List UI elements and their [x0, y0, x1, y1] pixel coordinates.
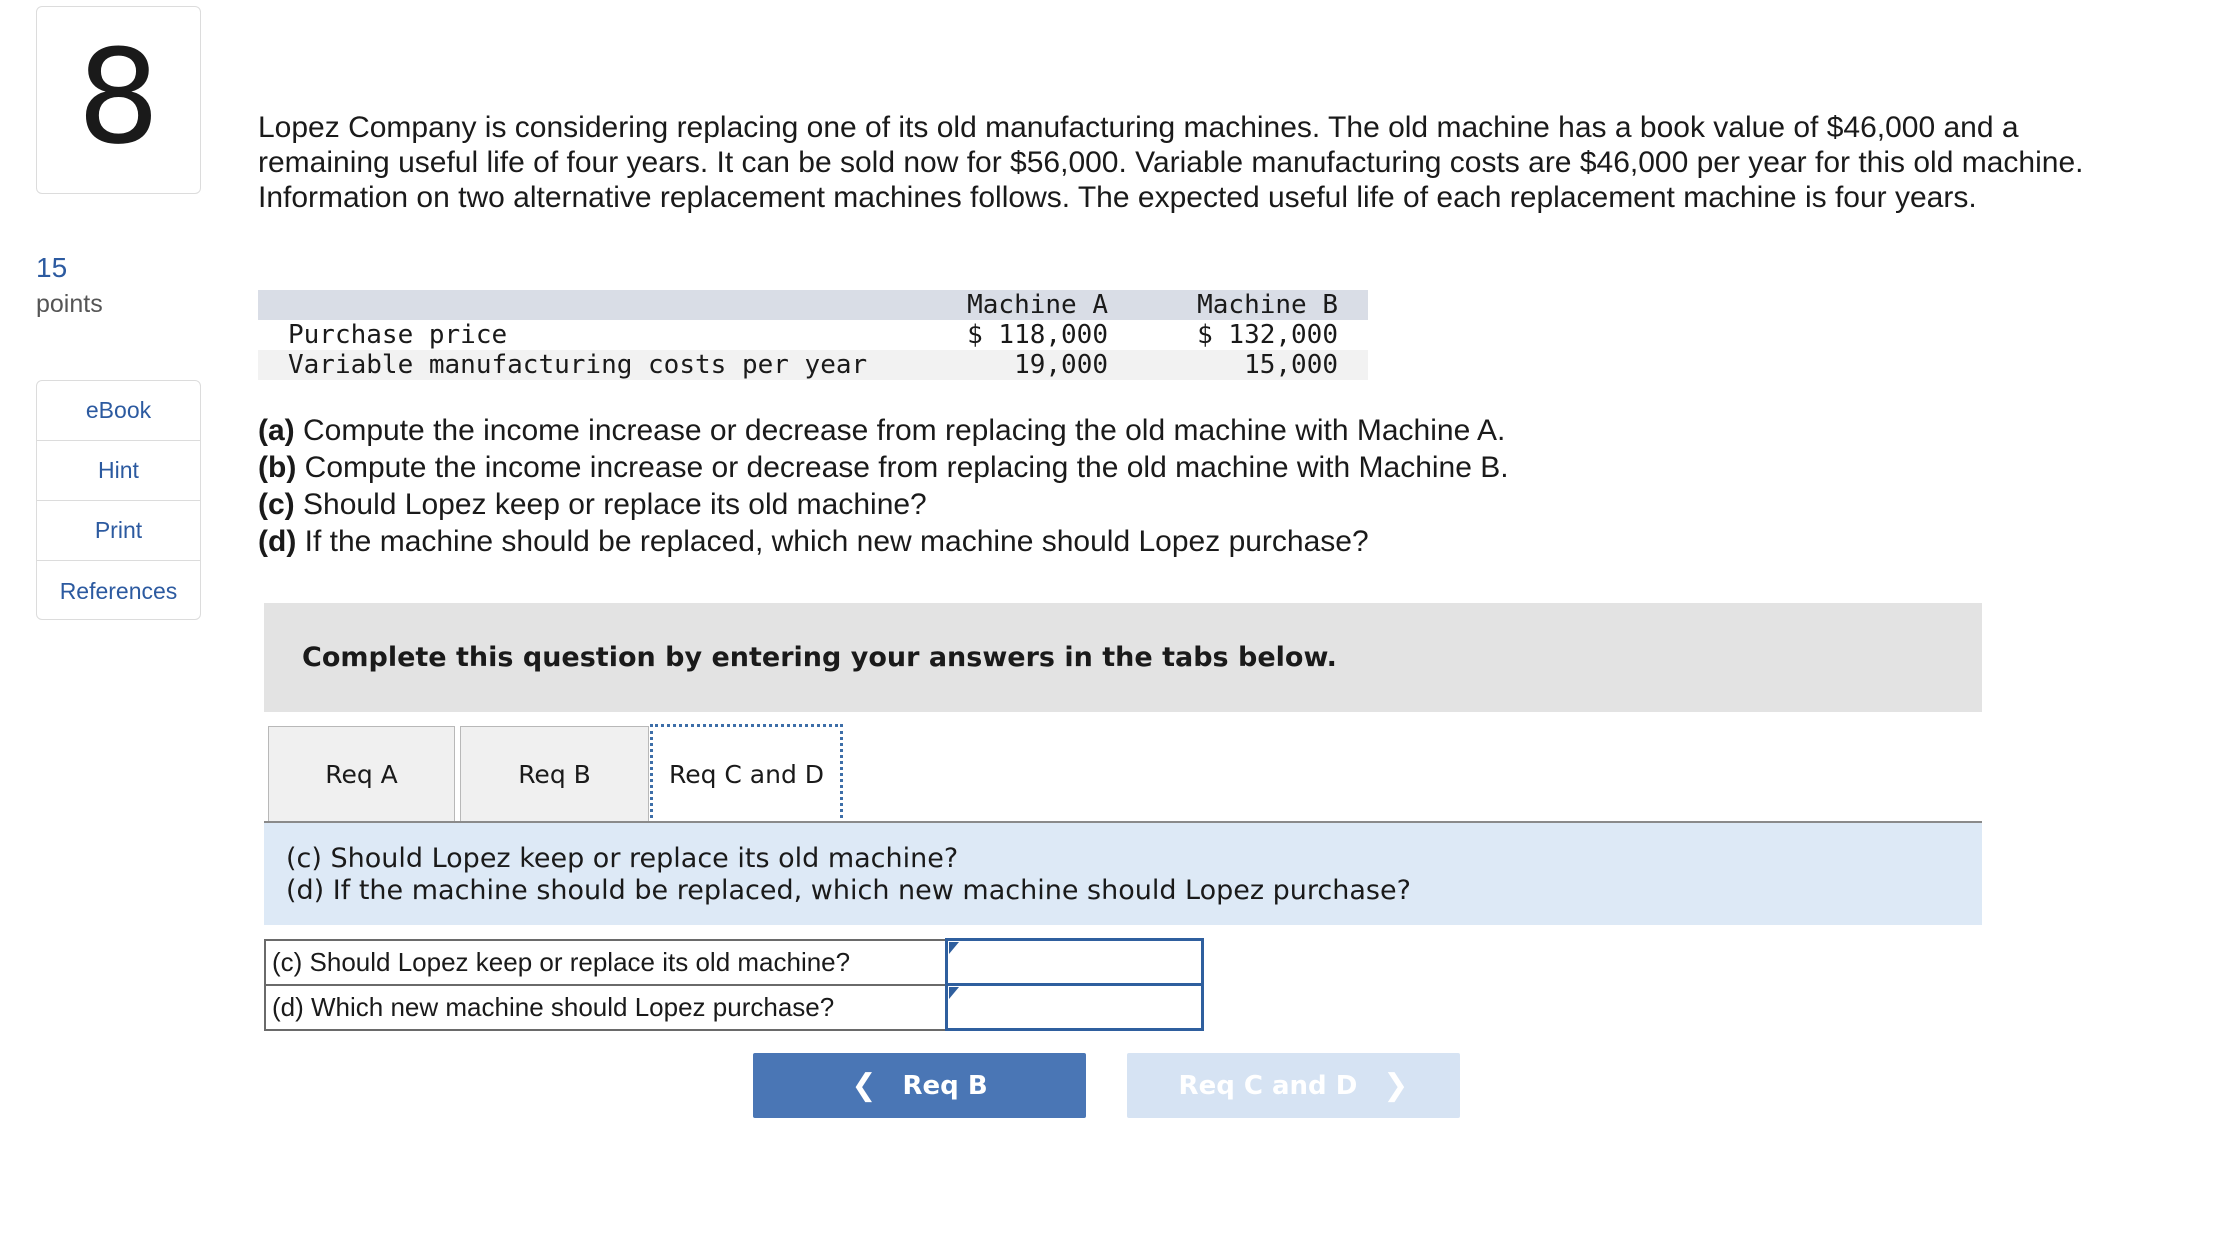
chevron-right-icon: ❯: [1383, 1068, 1409, 1103]
prev-button-label: Req B: [902, 1070, 988, 1101]
cell-machine-b: 15,000: [1138, 350, 1368, 380]
dropdown-marker-icon: [949, 987, 959, 999]
next-button-label: Req C and D: [1178, 1070, 1358, 1101]
table-row: [258, 350, 1368, 380]
answer-question-label: (d) Which new machine should Lopez purchase?: [265, 985, 946, 1030]
cell-machine-a: 19,000: [908, 350, 1138, 380]
answer-table: [264, 938, 1204, 1031]
tab-content-panel: [264, 823, 1982, 925]
prev-req-button[interactable]: [753, 1053, 1086, 1118]
points-label: points: [36, 290, 103, 318]
cell-machine-a: $ 118,000: [967, 320, 1108, 350]
cell-machine-b: $ 132,000: [1197, 320, 1338, 350]
instruction-banner: Complete this question by entering your answers in the tabs below.: [264, 603, 1982, 712]
next-req-button[interactable]: [1127, 1053, 1460, 1118]
hint-link[interactable]: Hint: [37, 441, 200, 501]
ebook-link[interactable]: eBook: [37, 381, 200, 441]
which-machine-select[interactable]: [948, 986, 1205, 1028]
requirement-item: (b) Compute the income increase or decrease from replacing the old machine with Machine B.: [258, 451, 1509, 484]
answer-question-label: (c) Should Lopez keep or replace its old machine?: [265, 940, 946, 985]
requirements-list: [258, 412, 2158, 560]
header-machine-a: Machine A: [908, 290, 1138, 320]
row-label: Purchase price: [288, 320, 508, 350]
question-number-box: [36, 6, 201, 194]
requirement-item: (a) Compute the income increase or decrease from replacing the old machine with Machine A.: [258, 414, 1506, 447]
tab-req-c-and-d[interactable]: Req C and D: [650, 724, 843, 824]
requirement-item: (d) If the machine should be replaced, which new machine should Lopez purchase?: [258, 525, 1369, 558]
question-number: 8: [77, 21, 160, 173]
points-value: 15: [36, 252, 68, 283]
answer-cell: [946, 940, 1202, 985]
tab-req-a[interactable]: Req A: [268, 726, 455, 822]
table-row: [265, 985, 1202, 1030]
tab-req-b[interactable]: Req B: [460, 726, 649, 822]
table-row: [265, 940, 1202, 985]
chevron-left-icon: ❮: [851, 1068, 877, 1103]
print-link[interactable]: Print: [37, 501, 200, 561]
answer-cell: [946, 985, 1202, 1030]
table-row: [258, 320, 1368, 350]
dropdown-marker-icon: [949, 942, 959, 954]
keep-or-replace-select[interactable]: [948, 941, 1205, 983]
problem-text: Lopez Company is considering replacing one of its old manufacturing machines. The old machine has a book value of $46,000 and a remaining useful life of four years. It can be sold now for $56,000. Variable manufacturing costs are $46,000 per year for this old machine. Information on two alternative replacement machines follows. The expected useful life of each replacement machine is four years.: [258, 111, 2084, 214]
references-link[interactable]: References: [59, 577, 178, 604]
machine-table: [258, 290, 1368, 380]
requirement-item: (c) Should Lopez keep or replace its old machine?: [258, 488, 927, 521]
resource-menu: [36, 380, 201, 620]
tab-content-line: (d) If the machine should be replaced, which new machine should Lopez purchase?: [286, 875, 1411, 906]
row-label: Variable manufacturing costs per year: [258, 350, 908, 380]
header-machine-b: Machine B: [1138, 290, 1368, 320]
table-header-row: [258, 290, 1368, 320]
tab-content-line: (c) Should Lopez keep or replace its old machine?: [286, 843, 959, 874]
